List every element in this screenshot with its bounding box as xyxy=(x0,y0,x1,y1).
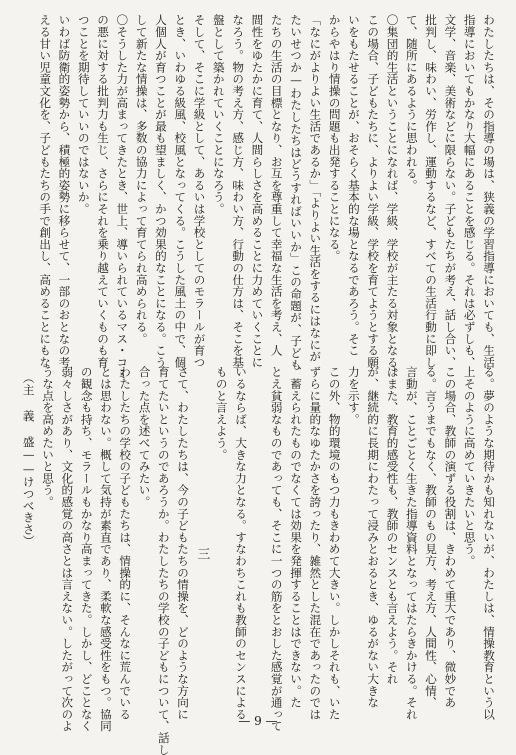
text-line: とえ貧弱なものであっても、そこに一つの筋をとおした感覚が通って xyxy=(269,366,284,732)
text-line: この場合、子どもたちに、よりよい学級、学校を育てようとする願 xyxy=(366,14,381,368)
text-line: わたしたちの学校の子どもたちは、情操的に、そんなに荒んでいる xyxy=(118,366,133,720)
text-line: たちの生活の目標となり、お互を尊重して幸福な生活を考え、人 xyxy=(269,14,284,357)
text-line: いわば防衛的姿勢から、積極的姿勢に移らせて、一部のおとなの考 xyxy=(57,14,72,368)
text-line: 指導においてもかなり大幅にあることを感じる。それは必ずしも、 xyxy=(462,14,477,368)
lower-left-text-block xyxy=(21,366,250,755)
text-line: そして、そこに学級として、あるいは学校としてのモラールが育つ xyxy=(192,14,207,368)
text-line: たいせつか—わたしたちはどうすればいいか」この命題が、子ども xyxy=(289,14,304,371)
text-line: さて、わたしたちは、今の子どもたちの情操を、どのような方向に xyxy=(176,366,191,720)
text-line: この外、物的環境のもつ力もきわめて大きい。しかしそれも、いた xyxy=(327,366,342,720)
text-line: える甘い児童文化を、子どもたちの手で創出し、高めることにもな xyxy=(38,14,53,368)
text-line: の観念も持ち、モラールもかなり高まってきた。しかし、どことなく xyxy=(79,366,94,732)
text-line: の悪に対する批判力も生じ、さらにそれを乗り越えていくものも育 xyxy=(96,14,111,368)
lower-right-text-block xyxy=(258,366,498,732)
text-line: る。言うまでもなく、教師のもの見方、考え方、人間性、心情、 xyxy=(424,366,439,709)
text-line: からやはり情操の問題も出発することになる。 xyxy=(327,14,342,262)
text-line: 間性をゆたかに育て、人間らしさを高めることに力めていくことに xyxy=(250,14,265,368)
text-line: はまた、教育的感受性も、教師のセンスとも言えよう。それ xyxy=(385,366,400,685)
upper-text-block xyxy=(0,14,498,380)
text-line: 盤として築かれていくことになろう。 xyxy=(211,14,226,215)
text-line: 言動が、ことごとく生きた指導資料となってはたらきかける。それ xyxy=(404,366,419,720)
text-line: 上そのように高めていきたいと思う。 xyxy=(462,366,477,567)
text-line: 文学、音楽、美術などに限らない。子どもたちが考え、話し合い、 xyxy=(443,14,458,368)
text-line: 「なにがよりよい生活であるか」「よりよい生活をするにはなにが xyxy=(308,14,323,363)
text-line: 合った点を述べてみたい。 xyxy=(137,366,152,508)
text-line: 〇そうした力が高まってきたとき、世上、導いられているマス・コミ xyxy=(115,14,130,380)
text-line: 人個人が育つことが最も望ましく、かつ効果的なことになる。こう xyxy=(153,14,168,368)
page-number: — 9 — xyxy=(238,714,278,728)
text-line: ずらに量的なゆたかさを誇ったり、雑然とした混在であったのでは xyxy=(308,366,323,720)
text-line: とは思わない。概して気持が素直であり、柔軟な感受性をもつ。協同 xyxy=(98,366,113,732)
section-heading: 三 xyxy=(194,547,210,561)
text-line: して新たな情操は、多数の協力によって育てられ高められる。 xyxy=(134,14,149,345)
text-line: つことを期待していいのではないか。 xyxy=(76,14,91,215)
text-line: いるならば、大きな力となる。すなわちこれも教師のセンスによる xyxy=(234,366,248,720)
text-line: 批判し、味わい、労作し、運動するなど、すべての生活行動に即し xyxy=(424,14,439,368)
text-line: とき、いわゆる級風、校風となってくる。こうした風土の中で、個 xyxy=(173,14,188,368)
text-line: 、蓄えられたものでなくては効果を発揮することはできない。た xyxy=(289,366,304,709)
text-line: 〇集団的生活ということになれば、学級、学校が主たる対象となる。 xyxy=(385,14,400,380)
text-line: ものと言えよう。 xyxy=(214,366,229,461)
text-line: 弱々しさがあり、文化的感覚の高さとは言えない。したがって次のよ xyxy=(60,366,75,732)
text-line: いをもたせることが、おそらく基本的な場となるであろう。そこ xyxy=(346,14,361,357)
author-line: （主 義 盛——けつべきさ） xyxy=(21,372,36,547)
text-line: が、継続的に長期にわたって浸みとおるとき、ゆるがない大きな xyxy=(366,366,381,709)
text-line: 育てたいというのであろうか。わたしたちの学校の子どもについて、話し xyxy=(156,366,171,755)
text-line: 力を示す。 xyxy=(346,366,361,425)
text-line: なろう。物の考え方、感じ方、味わい方、行動の仕方は、そこを基 xyxy=(231,14,246,368)
text-line: わたしたちは、その指導の場は、狭義の学習指導においても、生活 xyxy=(482,14,496,368)
text-line: る。夢のような期待かも知れないが、わたしは、情操教育という以 xyxy=(482,366,496,720)
text-line: この場合、教師の演ずる役割は、きわめて重大であり、微妙であ xyxy=(443,366,458,709)
text-line: て、随所にあるように思われる。 xyxy=(404,14,419,191)
text-line: うな点を高めたいと思う。 xyxy=(41,366,56,508)
